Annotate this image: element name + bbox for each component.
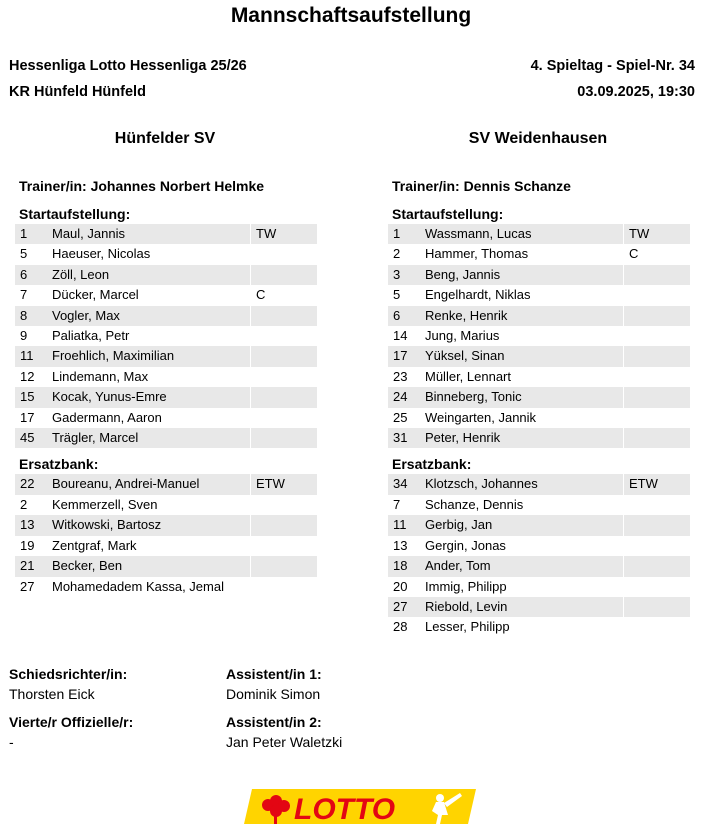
player-number: 31 [388,428,420,448]
player-name: Paliatka, Petr [52,328,130,344]
player-number: 3 [388,265,420,285]
player-row [388,556,690,576]
player-name: Vogler, Max [47,306,250,326]
player-name: Hammer, Thomas [425,246,529,262]
player-number: 13 [393,537,408,553]
player-role [623,285,690,305]
player-name: Witkowski, Bartosz [47,515,250,535]
player-role [623,515,690,535]
player-number: 17 [20,409,35,425]
player-row [15,285,317,305]
player-number: 2 [20,496,28,512]
player-row [15,387,317,407]
player-number: 45 [15,428,47,448]
player-role: C [623,244,690,264]
player-row [15,428,317,448]
player-row [15,265,317,285]
player-number: 19 [20,537,35,553]
player-number: 8 [15,306,47,326]
lotto-logo-text: LOTTO [294,793,396,824]
player-name: Becker, Ben [47,556,250,576]
player-role [250,326,317,346]
page-title: Mannschaftsaufstellung [230,4,472,27]
player-name: Kemmerzell, Sven [52,496,158,512]
player-role [623,617,690,637]
player-row [388,536,690,556]
player-row [388,597,690,617]
player-row [388,367,690,387]
player-row [15,367,317,387]
player-role [250,408,317,428]
player-role [250,244,317,264]
player-row [388,346,690,366]
player-role: TW [250,224,317,244]
player-row [15,577,317,597]
player-number: 7 [393,496,401,512]
player-role [250,387,317,407]
player-role [250,556,317,576]
player-number: 15 [15,387,47,407]
away-team-name: SV Weidenhausen [468,130,608,147]
player-name: Beng, Jannis [420,265,623,285]
player-role [250,265,317,285]
player-name: Zöll, Leon [47,265,250,285]
player-row [388,428,690,448]
player-name: Mohamedadem Kassa, Jemal [52,578,224,594]
player-row [15,536,317,556]
player-role [250,346,317,366]
player-number: 14 [393,328,408,344]
player-row [388,474,690,494]
player-name: Yüksel, Sinan [420,346,623,366]
player-name: Riebold, Levin [420,597,623,617]
player-role [623,536,690,556]
player-name: Kocak, Yunus-Emre [47,387,250,407]
lotto-logo-graphic [244,789,476,824]
assistant1-name: Dominik Simon [226,686,321,702]
home-team-name: Hünfelder SV [114,130,216,147]
home-bench-table [15,474,317,596]
player-role [623,387,690,407]
player-row [15,244,317,264]
player-row [15,306,317,326]
player-name: Müller, Lennart [425,368,511,384]
player-row [15,326,317,346]
player-number: 9 [20,328,28,344]
player-role [623,306,690,326]
player-name: Wassmann, Lucas [420,224,623,244]
away-lineup [388,176,693,638]
player-number: 27 [388,597,420,617]
player-name: Trägler, Marcel [47,428,250,448]
player-row [388,224,690,244]
player-role [250,495,317,515]
player-row [388,617,690,637]
player-number: 24 [388,387,420,407]
player-row [15,474,317,494]
player-name: Zentgraf, Mark [52,537,137,553]
player-name: Lindemann, Max [52,368,149,384]
player-name: Klotzsch, Johannes [420,474,623,494]
player-number: 18 [388,556,420,576]
referee-label: Schiedsrichter/in: [9,666,128,682]
player-number: 34 [388,474,420,494]
player-row [15,515,317,535]
player-number: 5 [20,246,28,262]
player-number: 13 [15,515,47,535]
player-row [15,346,317,366]
player-number: 5 [393,287,401,303]
player-role [623,326,690,346]
player-number: 22 [15,474,47,494]
player-role [623,597,690,617]
player-role: C [250,285,317,305]
player-number: 11 [15,346,47,366]
player-name: Lesser, Philipp [425,619,510,635]
player-number: 27 [20,578,35,594]
player-name: Binneberg, Tonic [420,387,623,407]
player-number: 25 [393,409,408,425]
player-row [388,387,690,407]
player-name: Ander, Tom [420,556,623,576]
player-role [250,577,317,597]
player-name: Engelhardt, Niklas [425,287,531,303]
matchday-info: 4. Spieltag - Spiel-Nr. 34 [530,58,695,74]
player-role: ETW [623,474,690,494]
player-role [623,556,690,576]
lotto-logo [244,789,476,824]
player-number: 23 [393,368,408,384]
player-role [623,495,690,515]
player-name: Gerbig, Jan [420,515,623,535]
player-number: 1 [15,224,47,244]
player-row [388,244,690,264]
player-number: 7 [20,287,28,303]
fourth-official-name: - [9,734,14,750]
away-starters-table [388,224,690,448]
player-number: 21 [15,556,47,576]
player-role [623,408,690,428]
away-bench-table [388,474,690,637]
match-datetime: 03.09.2025, 19:30 [577,84,695,100]
player-number: 20 [393,578,408,594]
player-row [388,408,690,428]
player-role [250,306,317,326]
player-role [623,265,690,285]
player-role [623,577,690,597]
player-name: Froehlich, Maximilian [47,346,250,366]
player-number: 11 [388,515,420,535]
home-bench-label: Ersatzbank: [19,456,99,473]
player-number: 2 [393,246,401,262]
player-row [388,326,690,346]
player-number: 6 [388,306,420,326]
player-name: Immig, Philipp [425,578,507,594]
player-row [388,515,690,535]
player-row [15,556,317,576]
player-role: TW [623,224,690,244]
player-number: 17 [388,346,420,366]
away-bench-label: Ersatzbank: [392,456,472,473]
player-row [388,285,690,305]
player-number: 12 [20,368,35,384]
player-name: Jung, Marius [425,328,500,344]
player-role [623,346,690,366]
player-name: Maul, Jannis [47,224,250,244]
player-number: 6 [15,265,47,285]
player-name: Schanze, Dennis [425,496,524,512]
player-row [388,495,690,515]
home-lineup [15,176,320,597]
player-name: Gadermann, Aaron [52,409,162,425]
player-name: Boureanu, Andrei-Manuel [47,474,250,494]
player-name: Renke, Henrik [420,306,623,326]
player-role: ETW [250,474,317,494]
player-role [250,536,317,556]
player-name: Peter, Henrik [420,428,623,448]
player-row [15,224,317,244]
league-name: Hessenliga Lotto Hessenliga 25/26 [9,58,247,74]
player-role [623,367,690,387]
player-number: 1 [388,224,420,244]
home-starters-label: Startaufstellung: [19,206,131,222]
away-coach: Trainer/in: Dennis Schanze [392,178,571,194]
fourth-official-label: Vierte/r Offizielle/r: [9,714,134,730]
player-role [250,367,317,387]
assistant2-name: Jan Peter Waletzki [226,734,343,750]
player-row [388,265,690,285]
home-starters-table [15,224,317,448]
home-coach: Trainer/in: Johannes Norbert Helmke [19,178,265,194]
player-number: 28 [393,619,408,635]
venue-name: KR Hünfeld Hünfeld [9,84,146,100]
player-row [15,408,317,428]
player-role [623,428,690,448]
player-role [250,428,317,448]
player-name: Weingarten, Jannik [425,409,537,425]
player-row [388,577,690,597]
assistant1-label: Assistent/in 1: [226,666,322,682]
player-row [15,495,317,515]
player-role [250,515,317,535]
assistant2-label: Assistent/in 2: [226,714,322,730]
referee-name: Thorsten Eick [9,686,95,702]
player-name: Dücker, Marcel [52,287,139,303]
player-row [388,306,690,326]
player-name: Haeuser, Nicolas [52,246,151,262]
away-starters-label: Startaufstellung: [392,206,504,222]
player-name: Gergin, Jonas [425,537,506,553]
